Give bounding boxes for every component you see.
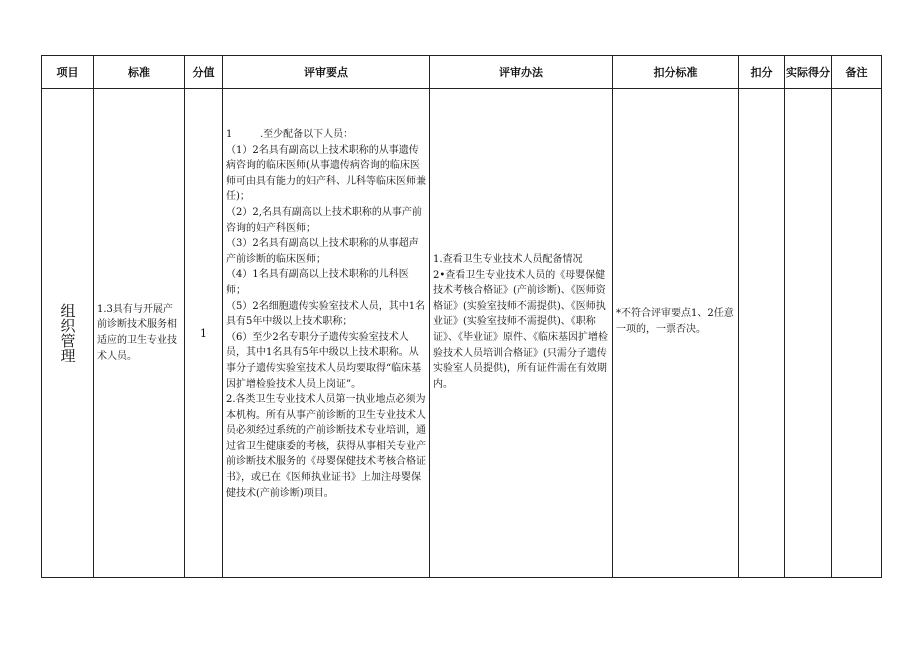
header-remarks: 备注 — [832, 56, 882, 89]
category-cell — [42, 89, 94, 578]
method-cell — [430, 89, 613, 578]
evaluation-table — [41, 55, 882, 578]
deduction-standard-cell — [613, 89, 739, 578]
key-point-3: （3）2名具有副高以上技术职称的从事超声产前诊断的临床医师； — [226, 238, 419, 265]
header-key-points: 评审要点 — [223, 56, 430, 89]
key-point-7: 2.各类卫生专业技术人员第一执业地点必须为本机构。所有从事产前诊断的卫生专业技术人员必须经过系统的产前诊断技术专业培训，通过省卫生健康委的考核，获得从事相关专业产前诊断技术服务的《母婴保健技术考核合格证书》，或已在《医师执业证书》上加注母婴保健技术(产前诊断)项目。 — [226, 394, 426, 499]
category-label: 组织管理 — [58, 303, 77, 363]
table-row — [42, 89, 882, 578]
key-point-1: （1）2名具有副高以上技术职称的从事遗传病咨询的临床医师(从事遗传病咨询的临床医师可由具有能力的妇产科、儿科等临床医师兼任)； — [226, 144, 426, 203]
key-points-text — [223, 89, 429, 503]
header-item: 项目 — [42, 56, 94, 89]
header-deduction: 扣分 — [739, 56, 785, 89]
deduction-value — [739, 89, 784, 93]
score-value: 1 — [200, 326, 207, 340]
header-score: 分值 — [185, 56, 223, 89]
header-actual-score: 实际得分 — [785, 56, 832, 89]
deduction-cell[interactable] — [739, 89, 785, 578]
actual-score-cell[interactable] — [785, 89, 832, 578]
method-line-2: 2•查看卫生专业技术人员的《母婴保健技术考核合格证》(产前诊断)、《医师资格证》(实验室技师不需提供)、《医师执业证》(实验室技师不需提供)、《职称证》、《毕业证》原件、《临床基因扩增检验技术人员培训合格证》(只需分子遗传实验室人员提供)，所有证件需在有效期内。 — [433, 269, 608, 390]
standard-text: 1.3具有与开展产前诊断技术服务相适应的卫生专业技术人员。 — [97, 303, 177, 362]
deduction-standard-text: *不符合评审要点1、2任意一项的，一票否决。 — [616, 308, 734, 335]
key-points-cell — [223, 89, 430, 578]
header-row — [42, 56, 882, 89]
key-point-2: （2）2,名具有副高以上技术职称的从事产前咨询的妇产科医师； — [226, 206, 422, 234]
remarks-cell[interactable] — [832, 89, 882, 578]
method-line-1: 1.查看卫生专业技术人员配备情况 — [433, 254, 583, 265]
key-points-line1: 1 .至少配备以下人员： — [226, 129, 354, 140]
header-deduction-standard: 扣分标准 — [613, 56, 739, 89]
key-point-6: （6）至少2名专职分子遗传实验室技术人员，其中1名具有5年中级以上技术职称。从事分子遗传实验室技术人员均要取得“临床基因扩增检验技术人员上岗证”。 — [226, 331, 422, 390]
actual-score-value — [785, 89, 831, 93]
remarks-value — [832, 89, 881, 93]
header-method: 评审办法 — [430, 56, 613, 89]
key-point-4: （4）1名具有副高以上技术职称的儿科医师； — [226, 269, 409, 296]
standard-cell — [94, 89, 185, 578]
key-point-5: （5）2名细胞遗传实验室技术人员，其中1名具有5年中级以上技术职称； — [226, 300, 426, 328]
header-standard: 标准 — [94, 56, 185, 89]
score-cell — [185, 89, 223, 578]
method-text — [430, 89, 612, 394]
